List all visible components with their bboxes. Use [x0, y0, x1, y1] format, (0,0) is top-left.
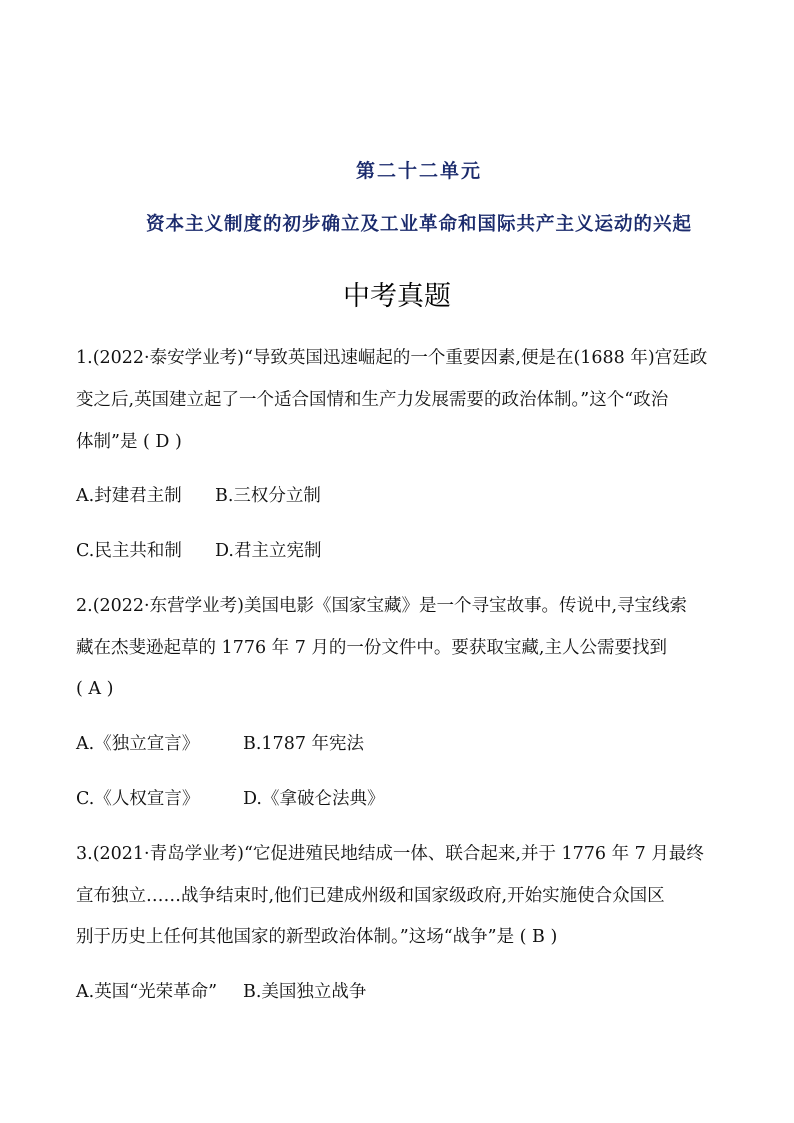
question-1-option-c: C.民主共和制 [76, 541, 182, 561]
question-2-option-b: B.1787 年宪法 [243, 734, 365, 754]
question-1-line-2: 变之后,英国建立起了一个适合国情和生产力发展需要的政治体制。”这个“政治 [76, 390, 669, 410]
question-1-option-a: A.封建君主制 [76, 486, 182, 506]
unit-subtitle: 资本主义制度的初步确立及工业革命和国际共产主义运动的兴起 [145, 214, 692, 235]
question-3-option-b: B.美国独立战争 [243, 982, 367, 1002]
question-1-line-1: 1.(2022·泰安学业考)“导致英国迅速崛起的一个重要因素,便是在(1688 年)宫廷政 [76, 348, 708, 368]
question-3-line-3: 别于历史上任何其他国家的新型政治体制。”这场“战争”是 ( B ) [76, 927, 558, 947]
question-2-line-3: ( A ) [76, 679, 114, 699]
question-2-line-1: 2.(2022·东营学业考)美国电影《国家宝藏》是一个寻宝故事。传说中,寻宝线索 [76, 596, 688, 616]
question-1-option-d: D.君主立宪制 [215, 541, 322, 561]
question-3-line-1: 3.(2021·青岛学业考)“它促进殖民地结成一体、联合起来,并于 1776 年 7 月最终 [76, 844, 704, 864]
question-3-line-2: 宣布独立……战争结束时,他们已建成州级和国家级政府,开始实施使合众国区 [76, 886, 665, 906]
question-1-option-b: B.三权分立制 [215, 486, 321, 506]
question-2-option-d: D.《拿破仑法典》 [243, 789, 385, 809]
section-title: 中考真题 [343, 281, 451, 312]
unit-title: 第二十二单元 [355, 160, 482, 182]
question-2-option-a: A.《独立宣言》 [76, 734, 200, 754]
question-2-line-2: 藏在杰斐逊起草的 1776 年 7 月的一份文件中。要获取宝藏,主人公需要找到 [76, 638, 667, 658]
question-3-option-a: A.英国“光荣革命” [76, 982, 218, 1002]
question-2-option-c: C.《人权宣言》 [76, 789, 200, 809]
question-1-line-3: 体制”是 ( D ) [76, 432, 182, 452]
